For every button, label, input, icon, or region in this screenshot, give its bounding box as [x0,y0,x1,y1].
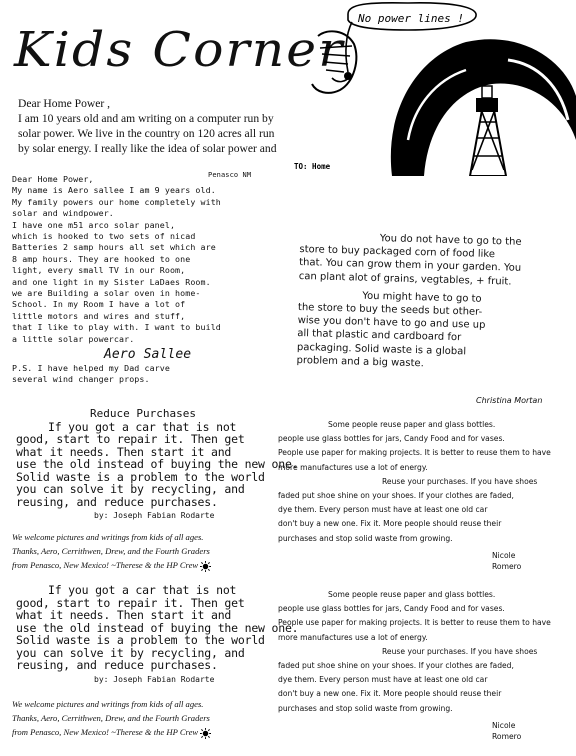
letter-line: a little solar powercar. [12,333,135,344]
letter-line: purchases and stop solid waste from growing. [278,703,453,713]
nicole-first-name: Nicole [492,550,516,560]
tower-icon [470,86,506,176]
letter-line: what it needs. Then start it and [16,608,232,622]
letter-line: we are Building a solar oven in home- [12,288,201,299]
welcome-line: from Penasco, New Mexico! ~Therese & the HP Crew [12,560,199,570]
nicole-letter [278,418,570,572]
christina-signature: Christina Mortan [476,396,543,405]
christina-letter [296,230,569,374]
intro-salutation: Dear Home Power , [18,97,111,110]
to-label: TO: Home [294,162,331,171]
page-title: Kids Corner [14,22,345,78]
letter-line: faded put shoe shine on your shoes. If your clothes are faded, [278,491,514,501]
nicole-letter [278,588,570,742]
nicole-first-name: Nicole [492,720,516,730]
speech-text: No power lines ! [358,12,464,25]
letter-line: more manufactures use a lot of energy. [278,462,428,472]
solar-kid-drawing [288,0,576,176]
letter-line: dye them. Every person must have at least one old car [278,505,488,515]
letter-line: People use paper for making projects. It is better to reuse them to have [278,448,551,458]
letter-line: use the old instead of buying the new one. [16,620,299,635]
nicole-last-name: Romero [492,731,522,741]
ps-line: P.S. I have helped my Dad carve [12,362,170,373]
letter-line: people use glass bottles for jars, Candy Food and for vases. [278,434,505,444]
letter-line: solar and windpower. [12,208,114,219]
letter-line: Solid waste is a problem to the world [16,633,265,647]
letter-line: and one light in my Sister LaDaes Room. [12,276,211,287]
reduce-purchases-block [16,407,299,523]
letter-line: Some people reuse paper and glass bottles. [328,420,496,429]
letter-line: good, start to repair it. Then get [16,432,245,446]
nicole-last-name: Romero [492,561,522,571]
letter-line: all that plastic and cardboard for [297,328,462,344]
letter-line: which is hooked to two sets of nicad [12,231,196,242]
welcome-line: We welcome pictures and writings from kids of all ages. [12,699,204,709]
intro-paragraph [18,96,280,174]
aero-salutation: Dear Home Power, [12,174,94,184]
sun-face [312,31,356,93]
letter-line: more manufactures use a lot of energy. [278,632,428,642]
letter-line: you can solve it by recycling, and [16,645,245,660]
sun-icon [200,561,211,572]
aero-letter [12,171,274,385]
aero-signature: Aero Sallee [104,347,192,363]
letter-line: Reuse your purchases. If you have shoes [382,646,538,656]
letter-line: dye them. Every person must have at least one old car [278,675,488,685]
letter-line: little motors and wires and stuff, [12,310,186,321]
letter-line: 8 amp hours. They are hooked to one [12,253,191,264]
letter-line: reusing, and reduce purchases. [16,658,218,672]
letter-line: don't buy a new one. Fix it. More people should reuse their [278,519,502,529]
letter-line: Batteries 2 samp hours all set which are [12,242,216,253]
letter-line: You do not have to go to the [379,233,522,248]
letter-line: School. In my Room I have a lot of [12,299,186,310]
letter-line: what it needs. Then start it and [16,444,232,459]
letter-line: good, start to repair it. Then get [16,595,245,610]
welcome-line: Thanks, Aero, Cerrithwen, Drew, and the Fourth Graders [12,713,210,723]
welcome-note [12,530,282,572]
letter-line: reusing, and reduce purchases. [16,494,218,509]
welcome-line: from Penasco, New Mexico! ~Therese & the HP Crew [12,727,199,737]
letter-line: I have one m51 arco solar panel, [12,219,176,230]
letter-line: Some people reuse paper and glass bottles. [328,590,496,599]
welcome-line: Thanks, Aero, Cerrithwen, Drew, and the Fourth Graders [12,546,210,556]
reduce-byline: by: Joseph Fabian Rodarte [94,674,215,684]
letter-line: don't buy a new one. Fix it. More people should reuse their [278,689,502,699]
welcome-line: We welcome pictures and writings from kids of all ages. [12,532,204,542]
reduce-purchases-block [16,583,299,686]
letter-line: wise you don't have to go and use up [297,315,486,332]
letter-line: If you got a car that is not [48,583,237,597]
reduce-title: Reduce Purchases [90,407,196,420]
letter-line: faded put shoe shine on your shoes. If your clothes are faded, [278,661,514,671]
letter-line: My family powers our home completely with [12,196,221,207]
letter-line: use the old instead of buying the new one. [16,457,299,471]
letter-line: the store to buy the seeds but other- [297,301,483,318]
letter-line: People use paper for making projects. It is better to reuse them to have [278,618,551,628]
reduce-byline: by: Joseph Fabian Rodarte [94,511,215,520]
ps-line: several wind changer props. [12,373,150,384]
letter-line: purchases and stop solid waste from growing. [278,533,453,543]
letter-line: packaging. Solid waste is a global [296,341,467,358]
aero-header [12,171,274,185]
letter-line: You might have to go to [362,290,482,305]
letter-line: Reuse your purchases. If you have shoes [382,476,538,486]
intro-body: I am 10 years old and am writing on a computer run by solar power. We live in the country on 120 acres all run by solar energy. I really like the idea of solar power and [18,112,277,155]
aero-place: Penasco NM [208,171,252,179]
letter-line: light, every small TV in our Room, [12,265,186,276]
letter-line: Solid waste is a problem to the world [16,469,265,484]
letter-line: store to buy packaged corn of food like [299,244,496,261]
letter-line: that I like to play with. I want to build [12,322,221,333]
letter-line: If you got a car that is not [48,419,237,434]
letter-line: can plant alot of grains, vegtables, + fruit. [298,270,512,288]
welcome-note [12,697,282,739]
letter-line: that. You can grow them in your garden. You [298,257,522,275]
letter-line: My name is Aero sallee I am 9 years old. [12,185,216,196]
letter-line: problem and a big waste. [296,354,424,370]
letter-line: people use glass bottles for jars, Candy Food and for vases. [278,604,505,614]
sun-icon [200,728,211,739]
letter-line: you can solve it by recycling, and [16,482,245,496]
